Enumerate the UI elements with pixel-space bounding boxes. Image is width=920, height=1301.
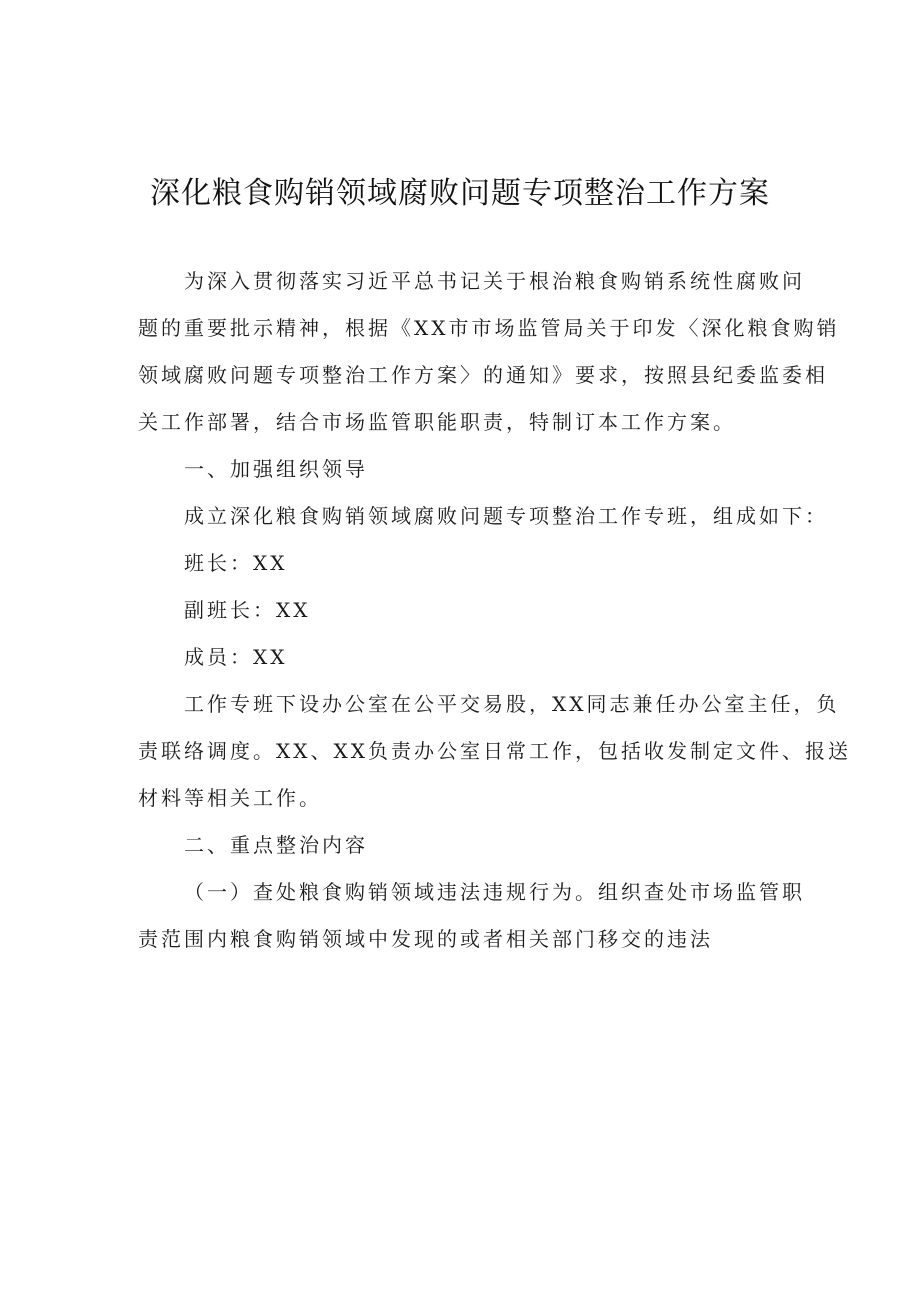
intro-line-4: 关工作部署，结合市场监管职能职责，特制订本工作方案。 xyxy=(138,410,736,434)
office-line-3: 材料等相关工作。 xyxy=(138,786,322,810)
office-line-1: 工作专班下设办公室在公平交易股，XX同志兼任办公室主任，负 xyxy=(184,692,840,716)
item1-paragraph xyxy=(138,869,805,963)
deputy-leader-line: 副班长：XX xyxy=(184,598,311,622)
section1-heading: 一、加强组织领导 xyxy=(184,457,368,481)
office-paragraph xyxy=(138,681,851,822)
members-line: 成员：XX xyxy=(184,645,288,669)
section1-intro: 成立深化粮食购销领域腐败问题专项整治工作专班，组成如下： xyxy=(184,504,828,528)
office-line-2: 责联络调度。XX、XX负责办公室日常工作，包括收发制定文件、报送 xyxy=(138,739,851,763)
item1-line-1: （一）查处粮食购销领域违法违规行为。组织查处市场监管职 xyxy=(184,880,805,904)
intro-paragraph xyxy=(138,258,840,446)
leader-line: 班长：XX xyxy=(184,551,288,575)
intro-line-1: 为深入贯彻落实习近平总书记关于根治粮食购销系统性腐败问 xyxy=(184,269,805,293)
section2-heading: 二、重点整治内容 xyxy=(184,833,368,857)
document-title: 深化粮食购销领域腐败问题专项整治工作方案 xyxy=(150,176,770,211)
item1-line-2: 责范围内粮食购销领域中发现的或者相关部门移交的违法 xyxy=(138,927,713,951)
document-body xyxy=(138,258,851,963)
intro-line-3: 领域腐败问题专项整治工作方案〉的通知》要求，按照县纪委监委相 xyxy=(138,363,828,387)
intro-line-2: 题的重要批示精神，根据《XX市市场监管局关于印发〈深化粮食购销 xyxy=(138,316,840,340)
